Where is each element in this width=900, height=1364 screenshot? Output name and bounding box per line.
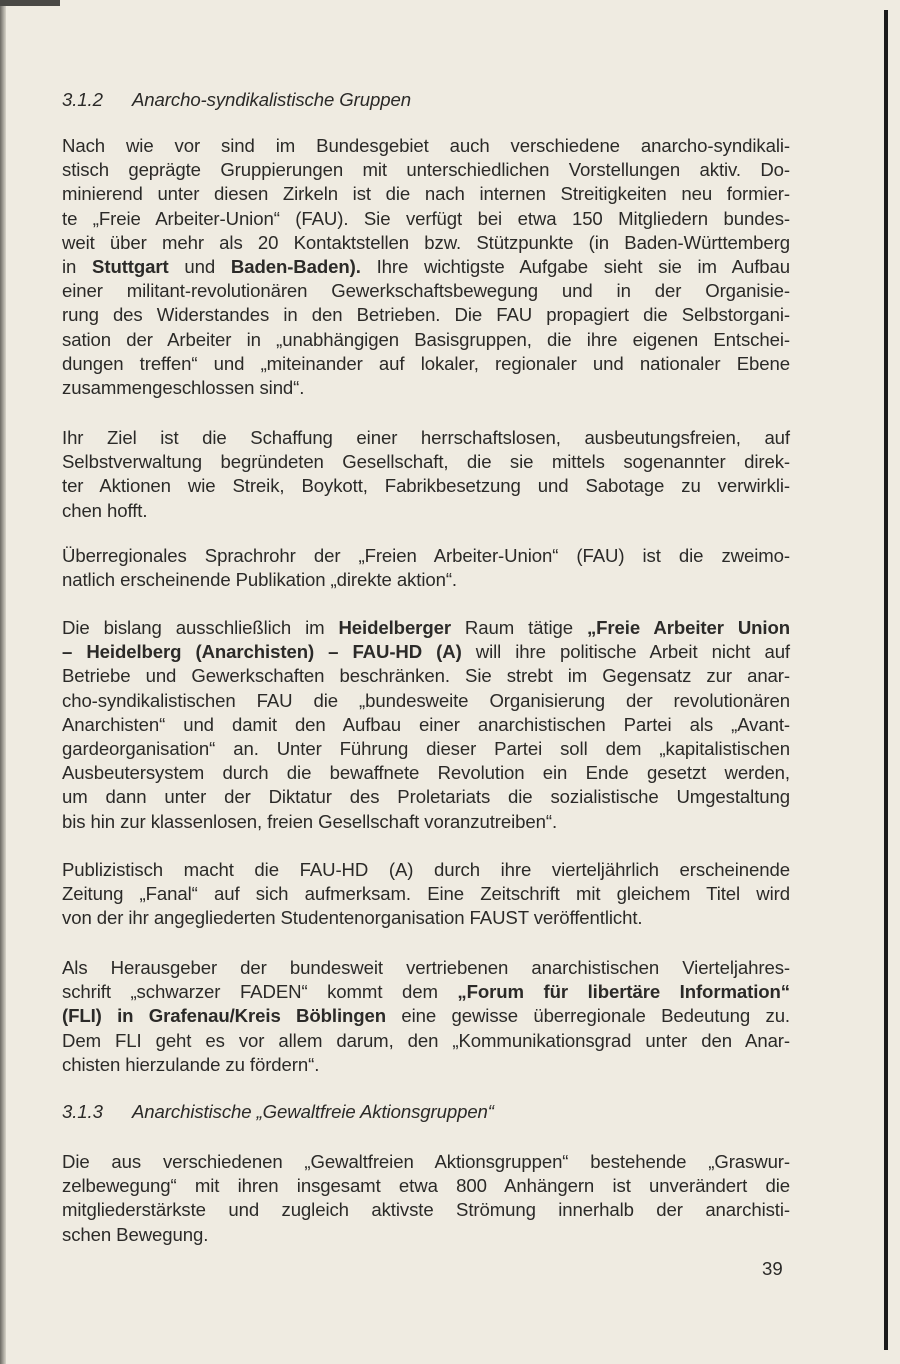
text-line: rung des Widerstandes in den Betrieben. Die FAU propagiert die Selbstorgani- — [62, 304, 790, 326]
text-line: Als Herausgeber der bundesweit vertriebenen anarchistischen Vierteljahres- — [62, 957, 790, 978]
text-line: Zeitung „Fanal“ auf sich aufmerksam. Eine Zeitschrift mit gleichem Titel wird — [62, 883, 790, 905]
bold-text: Heidelberger — [338, 617, 451, 638]
text-line: stisch geprägte Gruppierungen mit unterschiedlichen Vorstellungen aktiv. Do- — [62, 159, 790, 181]
scan-right-edge — [884, 10, 888, 1350]
section-title: Anarcho-syndikalistische Gruppen — [132, 89, 411, 110]
text-line: gardeorganisation“ an. Unter Führung dieser Partei soll dem „kapitalistischen — [62, 737, 790, 759]
text-line: zelbewegung“ mit ihren insgesamt etwa 800 Anhängern ist unverändert die — [62, 1175, 790, 1197]
paragraph — [62, 426, 790, 523]
text-line: natlich erscheinende Publikation „direkte aktion“. — [62, 569, 457, 591]
text-line: Anarchisten“ und damit den Aufbau einer anarchistischen Partei als „Avant- — [62, 713, 790, 735]
paragraph — [62, 616, 790, 834]
text-line: von der ihr angegliederten Studentenorganisation FAUST veröffentlicht. — [62, 907, 643, 929]
text-line: um dann unter der Diktatur des Proletariats die sozialistische Umgestaltung — [62, 786, 790, 808]
text-line: Publizistisch macht die FAU-HD (A) durch ihre vierteljährlich erscheinende — [62, 859, 790, 880]
text-line: ter Aktionen wie Streik, Boykott, Fabrikbesetzung und Sabotage zu verwirkli- — [62, 475, 790, 497]
bold-text: – Heidelberg (Anarchisten) – FAU-HD (A) — [62, 641, 462, 663]
section-number: 3.1.2 — [62, 89, 103, 110]
text-line: – Heidelberg (Anarchisten) – FAU-HD (A) will ihre politische Arbeit nicht auf — [62, 641, 790, 663]
paragraph — [62, 858, 790, 931]
paragraph — [62, 956, 790, 1077]
section-heading — [62, 88, 790, 112]
section-title: Anarchistische „Gewaltfreie Aktionsgruppen“ — [132, 1101, 494, 1122]
scan-top-edge — [0, 0, 60, 6]
bold-text: (FLI) in Grafenau/Kreis Böblingen — [62, 1005, 387, 1027]
paragraph — [62, 1150, 790, 1247]
bold-text: „Forum für libertäre Information“ — [457, 981, 790, 1003]
text-line: Nach wie vor sind im Bundesgebiet auch verschiedene anarcho-syndikali- — [62, 135, 790, 156]
text-line: Die aus verschiedenen „Gewaltfreien Aktionsgruppen“ bestehende „Graswur- — [62, 1151, 790, 1172]
text-line: (FLI) in Grafenau/Kreis Böblingen eine gewisse überregionale Bedeutung zu. — [62, 1005, 790, 1027]
text-line: schen Bewegung. — [62, 1223, 209, 1245]
text-line: in Stuttgart und Baden-Baden). Ihre wichtigste Aufgabe sieht sie im Aufbau — [62, 255, 790, 277]
text-line: cho-syndikalistischen FAU die „bundesweite Organisierung der revolutionären — [62, 689, 790, 711]
bold-text: Stuttgart — [92, 255, 169, 277]
section-heading — [62, 1100, 790, 1124]
page-number: 39 — [762, 1258, 783, 1279]
text-line: chisten hierzulande zu fördern“. — [62, 1053, 320, 1075]
text-line: Betriebe und Gewerkschaften beschränken. Sie strebt im Gegensatz zur anar- — [62, 665, 790, 687]
paragraph — [62, 544, 790, 592]
text-line: Überregionales Sprachrohr der „Freien Arbeiter-Union“ (FAU) ist die zweimo- — [62, 545, 790, 566]
bold-text: Baden-Baden). — [230, 255, 361, 277]
text-line: Ausbeutersystem durch die bewaffnete Revolution ein Ende gesetzt werden, — [62, 762, 790, 784]
text-line: minierend unter diesen Zirkeln ist die nach internen Streitigkeiten neu formier- — [62, 183, 790, 205]
bold-text: „Freie Arbeiter Union — [586, 617, 790, 638]
text-line: Selbstverwaltung begründeten Gesellschaft, die sie mittels sogenannter direk- — [62, 451, 790, 473]
text-line: Dem FLI geht es vor allem darum, den „Kommunikationsgrad unter den Anar- — [62, 1029, 790, 1051]
text-line: chen hofft. — [62, 499, 148, 521]
text-line: schrift „schwarzer FADEN“ kommt dem „Forum für libertäre Information“ — [62, 981, 790, 1003]
text-line: mitgliederstärkste und zugleich aktivste Strömung innerhalb der anarchisti- — [62, 1199, 790, 1221]
text-line: te „Freie Arbeiter-Union“ (FAU). Sie verfügt bei etwa 150 Mitgliedern bundes- — [62, 207, 790, 229]
paragraph — [62, 134, 790, 400]
text-line: Ihr Ziel ist die Schaffung einer herrschaftslosen, ausbeutungsfreien, auf — [62, 427, 790, 448]
text-line: bis hin zur klassenlosen, freien Gesellschaft voranzutreiben“. — [62, 810, 558, 832]
text-line: dungen treffen“ und „miteinander auf lokaler, regionaler und nationaler Ebene — [62, 352, 790, 374]
text-line: einer militant-revolutionären Gewerkschaftsbewegung und in der Organisie- — [62, 280, 790, 302]
text-line: Die bislang ausschließlich im Heidelberger Raum tätige „Freie Arbeiter Union — [62, 617, 790, 638]
text-line: weit über mehr als 20 Kontaktstellen bzw. Stützpunkte (in Baden-Württemberg — [62, 231, 790, 253]
scan-left-edge — [0, 0, 6, 1364]
text-line: zusammengeschlossen sind“. — [62, 376, 305, 398]
section-number: 3.1.3 — [62, 1101, 103, 1122]
text-line: sation der Arbeiter in „unabhängigen Basisgruppen, die ihre eigenen Entschei- — [62, 328, 790, 350]
